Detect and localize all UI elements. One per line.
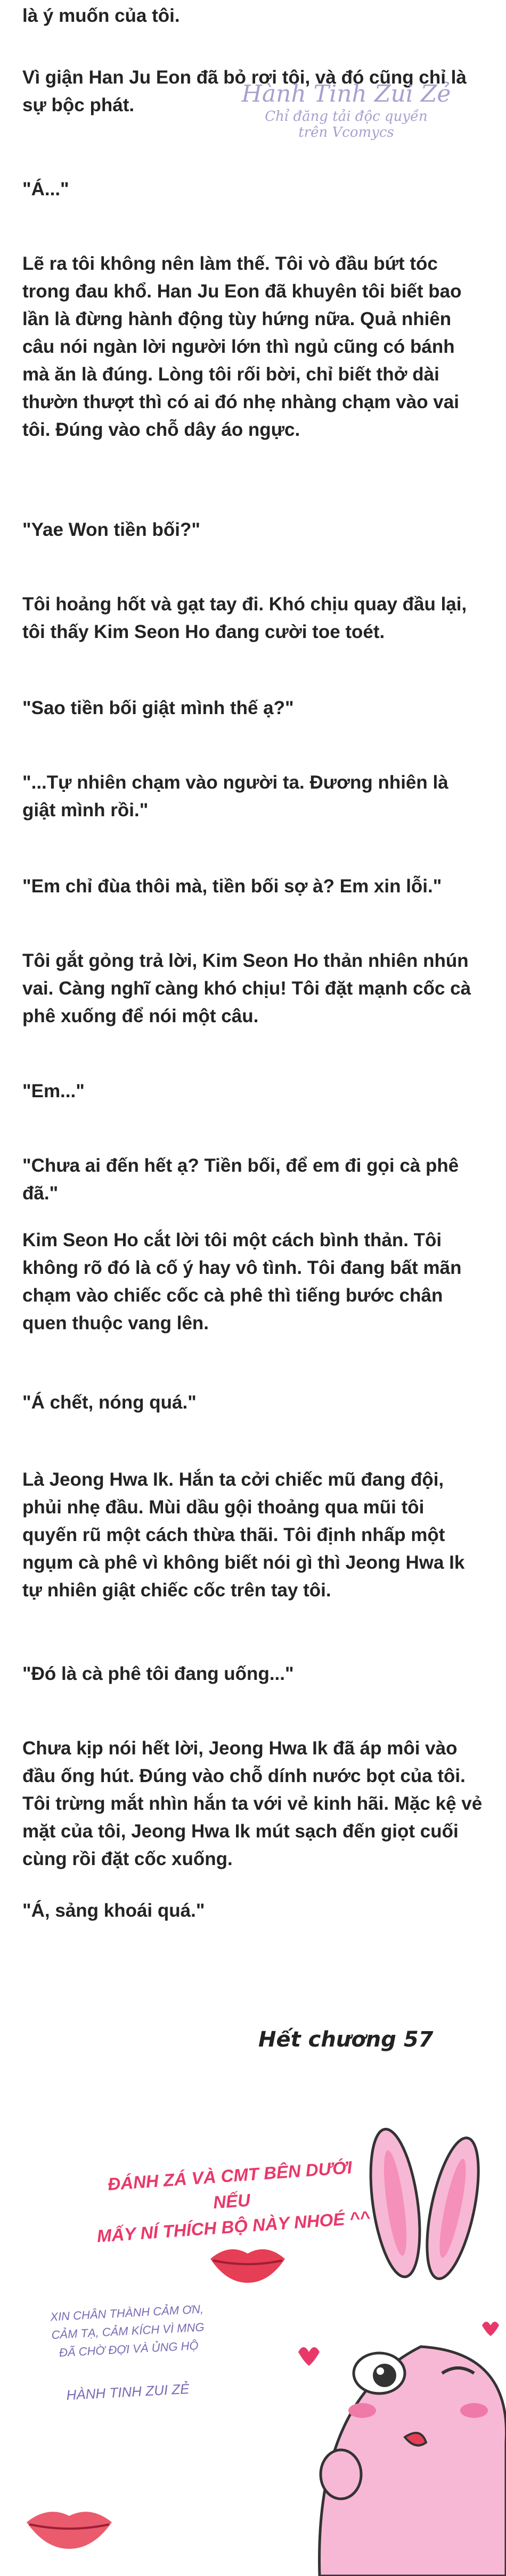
promo-brand: HÀNH TINH ZUI ZẺ	[66, 2380, 190, 2404]
story-paragraph: Tôi gắt gỏng trả lời, Kim Seon Ho thản nhiên nhún vai. Càng nghĩ càng khó chịu! Tôi đặt mạnh cốc cà phê xuống để nói một câu.	[22, 950, 471, 1026]
promo-thanks-line: ĐÃ CHỜ ĐỢI VÀ ỦNG HỘ	[59, 2339, 199, 2359]
lips-icon	[210, 2249, 285, 2283]
chapter-end: Hết chương 57	[258, 2027, 434, 2052]
story-paragraph: "Á..."	[22, 179, 69, 200]
promo-thanks	[31, 2299, 225, 2364]
promo-title-line: ĐÁNH ZÁ VÀ CMT BÊN DƯỚI NẾU	[107, 2157, 353, 2213]
story-paragraph: "Em chỉ đùa thôi mà, tiền bối sợ à? Em xin lỗi."	[22, 876, 442, 897]
watermark-subtitle: trên Vcomycs	[298, 125, 394, 140]
story-paragraph: "Yae Won tiền bối?"	[22, 519, 200, 540]
story-paragraph: Kim Seon Ho cắt lời tôi một cách bình thản. Tôi không rõ đó là cố ý hay vô tình. Tôi đang bất mãn chạm vào chiếc cốc cà phê thì tiếng bước chân quen thuộc vang lên.	[22, 1230, 462, 1333]
watermark-title: Hành Tinh Zui Zẻ	[241, 80, 451, 107]
promo-title-line: MẤY NÍ THÍCH BỘ NÀY NHOÉ ^^	[96, 2207, 371, 2246]
story-paragraph: "Sao tiền bối giật mình thế ạ?"	[22, 698, 294, 718]
watermark-subtitle: Chỉ đăng tải độc quyền	[265, 109, 428, 125]
story-paragraph: Vì giận Han Ju Eon đã bỏ rơi tôi, và đó cũng chỉ là sự bộc phát.	[22, 67, 467, 115]
story-paragraph: "Đó là cà phê tôi đang uống..."	[22, 1663, 294, 1684]
story-paragraph: "Á, sảng khoái quá."	[22, 1900, 205, 1921]
story-paragraph: là ý muốn của tôi.	[22, 5, 180, 26]
lips-icon	[27, 2512, 112, 2549]
promo-thanks-line: XIN CHÂN THÀNH CẢM ƠN,	[50, 2302, 204, 2324]
promo-thanks-line: CẢM TẠ, CẢM KÍCH VÌ MNG	[51, 2320, 205, 2342]
story-paragraph: "Chưa ai đến hết ạ? Tiền bối, để em đi gọi cà phê đã."	[22, 1155, 459, 1204]
story-paragraph: Chưa kịp nói hết lời, Jeong Hwa Ik đã áp môi vào đầu ống hút. Đúng vào chỗ dính nước bọt của tôi. Tôi trừng mắt nhìn hắn ta với vẻ kinh hãi. Mặc kệ vẻ mặt của tôi, Jeong Hwa Ik mút sạch đến giọt cuối cùng rồi đặt cốc xuống.	[22, 1738, 483, 1869]
story-paragraph: Tôi hoảng hốt và gạt tay đi. Khó chịu quay đầu lại, tôi thấy Kim Seon Ho đang cười toe toét.	[22, 594, 467, 642]
story-paragraph: "Em..."	[22, 1081, 85, 1101]
story-paragraph: Lẽ ra tôi không nên làm thế. Tôi vò đầu bứt tóc trong đau khổ. Han Ju Eon đã khuyên tôi biết bao lần là đừng hành động tùy hứng nữa. Quả nhiên câu nói ngàn lời người lớn thì ngủ cũng có bánh mà ăn là đúng. Lòng tôi rối bời, chỉ biết thở dài thườn thượt thì có ai đó nhẹ nhàng chạm vào vai tôi. Đúng vào chỗ dây áo ngực.	[22, 253, 462, 440]
story-paragraph: "Á chết, nóng quá."	[22, 1392, 197, 1413]
story-paragraph: "...Tự nhiên chạm vào người ta. Đương nhiên là giật mình rồi."	[22, 772, 448, 821]
story-paragraph: Là Jeong Hwa Ik. Hắn ta cởi chiếc mũ đang đội, phủi nhẹ đầu. Mùi dầu gội thoảng qua mũi tôi quyến rũ một cách thừa thãi. Tôi định nhấp một ngụm cà phê vì không biết nói gì thì Jeong Hwa Ik tự nhiên giật chiếc cốc trên tay tôi.	[22, 1469, 465, 1601]
